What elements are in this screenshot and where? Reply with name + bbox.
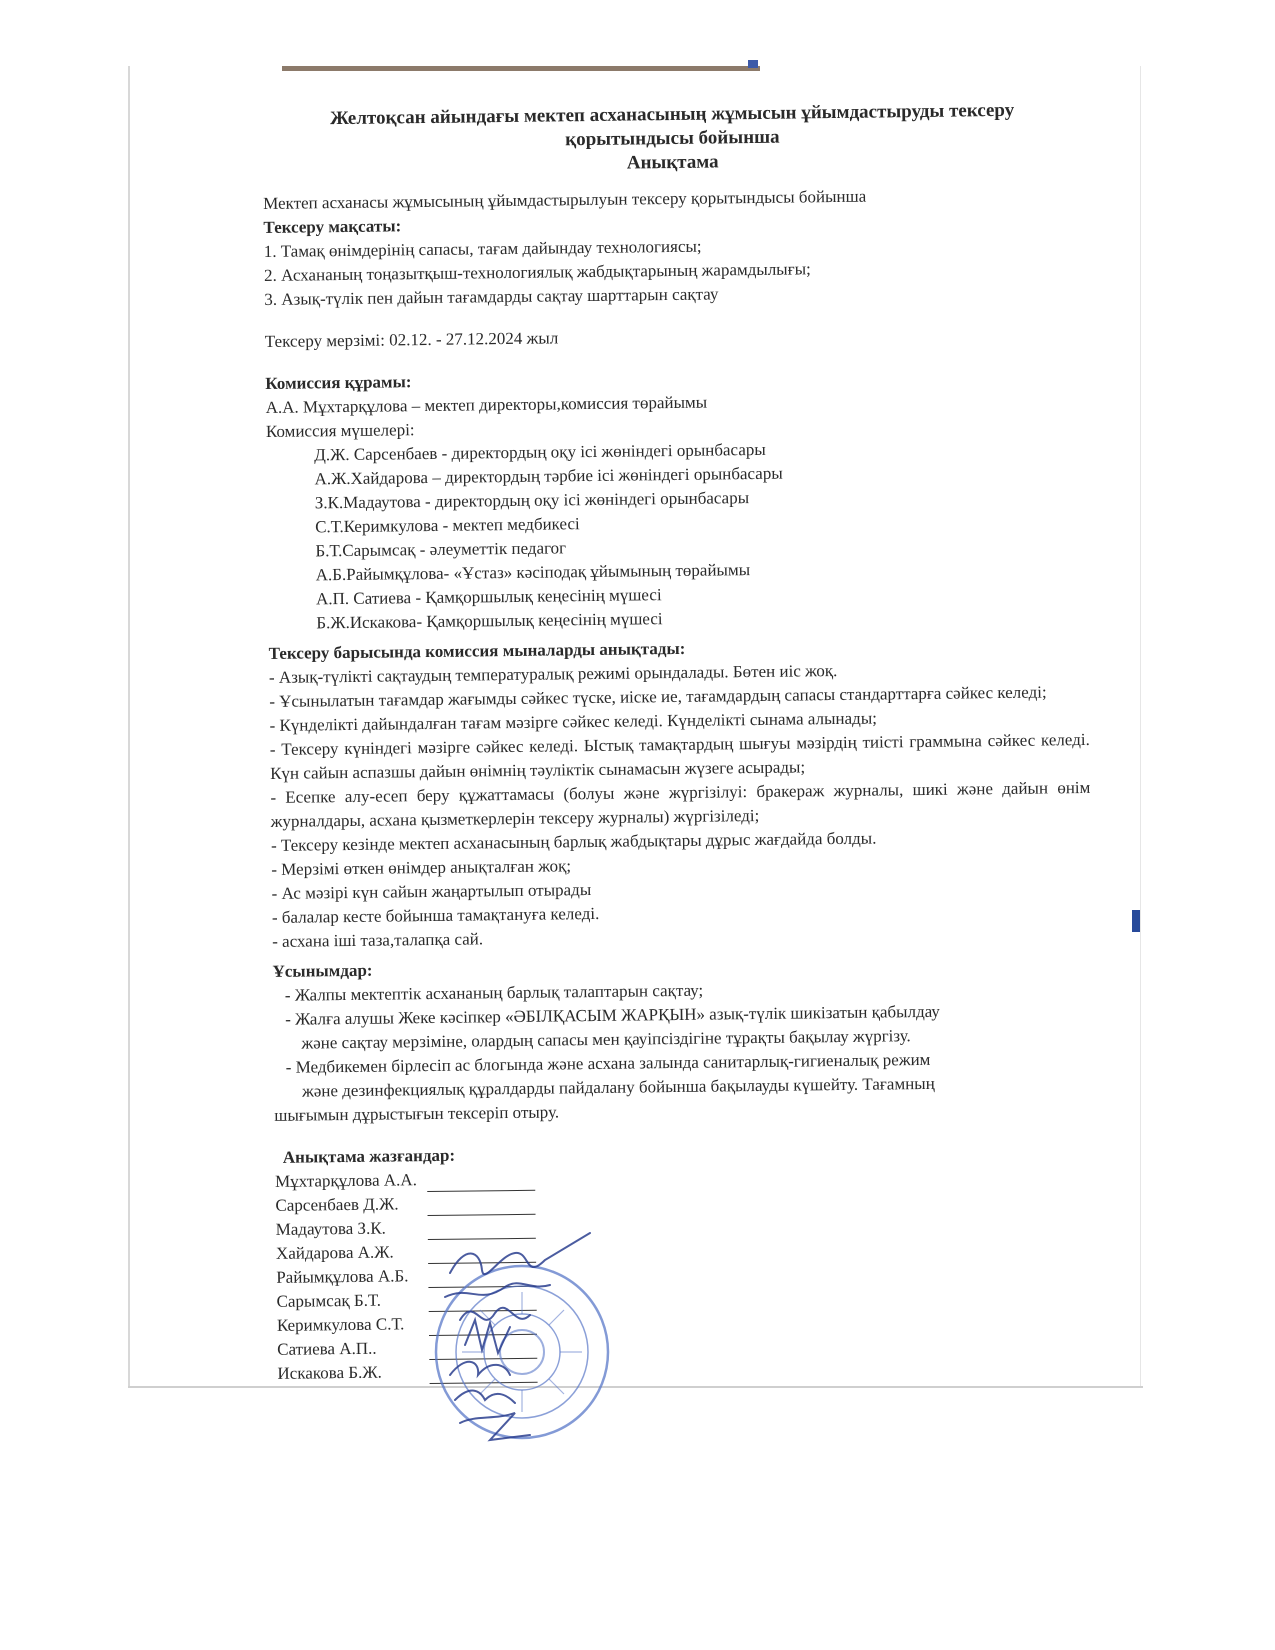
signer-name: Мадаутова З.К. bbox=[275, 1218, 386, 1239]
signer-name: Райымқұлова А.Б. bbox=[276, 1266, 409, 1287]
signature-line bbox=[428, 1292, 536, 1312]
commission-member: З.К.Мадаутова - директордың оқу ісі жөніндегі орынбасары bbox=[314, 488, 750, 513]
title-line-3: Анықтама bbox=[626, 151, 719, 174]
title-line-2: қорытындысы бойынша bbox=[565, 126, 780, 151]
commission-member: Б.Ж.Искакова- Қамқоршылық кеңесінің мүшесі bbox=[316, 609, 663, 633]
commission-member: Б.Т.Сарымсақ - әлеуметтік педагог bbox=[315, 538, 567, 561]
finding-item: - Мерзімі өткен өнімдер анықталған жоқ; bbox=[271, 856, 572, 879]
document-page bbox=[262, 98, 1098, 1386]
scan-top-mark bbox=[748, 60, 758, 68]
signature-line bbox=[428, 1244, 536, 1264]
finding-item: - Есепке алу-есеп беру құжаттамасы (болуы және жүргізілуі: бракераж журналы, шикі және дайын өнім журналдары, асхана қызметкерлерін тексеру журналы) жүргізіледі; bbox=[270, 777, 1091, 831]
signer-name: Сарымсақ Б.Т. bbox=[276, 1290, 382, 1311]
finding-item: - Тексеру кезінде мектеп асханасының барлық жабдықтары дұрыс жағдайда болды. bbox=[270, 828, 877, 855]
goals-heading: Тексеру мақсаты: bbox=[263, 216, 402, 237]
finding-item: - Ұсынылатын тағамдар жағымды сәйкес түске, иіске ие, тағамдардың сапасы стандарттарға сәйкес келеді; bbox=[269, 682, 1047, 711]
recommendation-continuation: шығымын дұрыстығын тексеріп отыру. bbox=[274, 1102, 560, 1125]
check-period: Тексеру мерзімі: 02.12. - 27.12.2024 жыл bbox=[264, 328, 559, 351]
signature-line bbox=[428, 1268, 536, 1288]
scan-edge-left bbox=[128, 66, 130, 1386]
scan-top-bar bbox=[282, 66, 760, 71]
signatures-heading: Анықтама жазғандар: bbox=[282, 1145, 456, 1167]
commission-member: А.П. Сатиева - Қамқоршылық кеңесінің мүшесі bbox=[315, 585, 662, 609]
goal-item: 3. Азық-түлік пен дайын тағамдарды сақтау шарттарын сақтау bbox=[264, 284, 719, 309]
commission-member: А.Б.Райымқұлова- «Ұстаз» кәсіподақ ұйымының төрайымы bbox=[315, 560, 751, 585]
signer-name: Искакова Б.Ж. bbox=[277, 1362, 382, 1383]
commission-member: А.Ж.Хайдарова – директордың тәрбие ісі жөніндегі орынбасары bbox=[314, 463, 783, 489]
signer-name: Сарсенбаев Д.Ж. bbox=[275, 1194, 399, 1215]
finding-item: - Күнделікті дайындалған тағам мәзірге сәйкес келеді. Күнделікті сынама алынады; bbox=[269, 708, 878, 735]
finding-item: - асхана іші таза,талапқа сай. bbox=[272, 929, 484, 951]
signature-line bbox=[429, 1340, 537, 1360]
commission-member: С.Т.Керимкулова - мектеп медбикесі bbox=[315, 514, 580, 537]
commission-chair: А.А. Мұхтарқұлова – мектеп директоры,комиссия төрайымы bbox=[265, 392, 708, 417]
signer-name: Сатиева А.П.. bbox=[277, 1338, 377, 1359]
members-label: Комиссия мүшелері: bbox=[265, 420, 415, 441]
signer-name: Керимкулова С.Т. bbox=[276, 1314, 405, 1335]
finding-item: - Азық-түлікті сақтаудың температуралық режимі орындалады. Бөтен иіс жоқ. bbox=[268, 661, 838, 687]
finding-item: - балалар кесте бойынша тамақтануға келеді. bbox=[271, 903, 600, 927]
title-line-1: Желтоқсан айындағы мектеп асханасының жұмысын ұйымдастыруды тексеру bbox=[329, 99, 1015, 130]
commission-heading: Комиссия құрамы: bbox=[265, 372, 412, 393]
commission-member: Д.Ж. Сарсенбаев - директордың оқу ісі жөніндегі орынбасары bbox=[314, 439, 766, 465]
finding-item: - Ас мәзірі күн сайын жаңартылып отырады bbox=[271, 880, 592, 903]
recommendations-heading: Ұсынымдар: bbox=[272, 960, 373, 981]
recommendation-continuation: және дезинфекциялық құралдарды пайдалану бойынша бақылауды күшейту. Тағамның bbox=[301, 1073, 935, 1101]
finding-item: - Тексеру күніндегі мәзірге сәйкес келеді. Ыстық тамақтардың шығуы мәзірдің тиісті граммына сәйкес келеді. Күн сайын аспазшы дайын өнімнің тәуліктік сынамасын жүзеге асырады; bbox=[269, 729, 1090, 783]
scan-side-mark bbox=[1132, 910, 1140, 932]
findings-heading: Тексеру барысында комиссия мыналарды анықтады: bbox=[268, 638, 686, 663]
scan-edge-right bbox=[1140, 66, 1141, 1386]
signature-line bbox=[427, 1172, 535, 1192]
signature-line bbox=[429, 1364, 537, 1384]
document-title bbox=[262, 98, 1083, 180]
signer-name: Мұхтарқұлова А.А. bbox=[274, 1170, 418, 1191]
signature-line bbox=[428, 1220, 536, 1240]
signature-line bbox=[429, 1316, 537, 1336]
recommendation-item: - Жалпы мектептік асхананың барлық талаптарын сақтау; bbox=[284, 980, 704, 1005]
goal-item: 2. Асхананың тоңазытқыш-технологиялық жабдықтарының жарамдылығы; bbox=[263, 259, 811, 285]
scan-edge-bottom bbox=[128, 1386, 1143, 1388]
recommendation-continuation: және сақтау мерзіміне, олардың сапасы мен қауіпсіздігіне тұрақты бақылау жүргізу. bbox=[301, 1026, 911, 1053]
signature-line bbox=[427, 1196, 535, 1216]
signer-name: Хайдарова А.Ж. bbox=[275, 1242, 394, 1263]
recommendation-item: - Медбикемен бірлесіп ас блогында және асхана залында санитарлық-гигиеналық режим bbox=[285, 1049, 931, 1077]
recommendation-item: - Жалға алушы Жеке кәсіпкер «ӘБІЛҚАСЫМ ЖАРҚЫН» азық-түлік шикізатын қабылдау bbox=[285, 1001, 940, 1029]
goal-item: 1. Тамақ өнімдерінің сапасы, тағам дайындау технологиясы; bbox=[263, 236, 702, 261]
intro-text: Мектеп асханасы жұмысының ұйымдастырылуын тексеру қорытындысы бойынша bbox=[263, 186, 867, 213]
